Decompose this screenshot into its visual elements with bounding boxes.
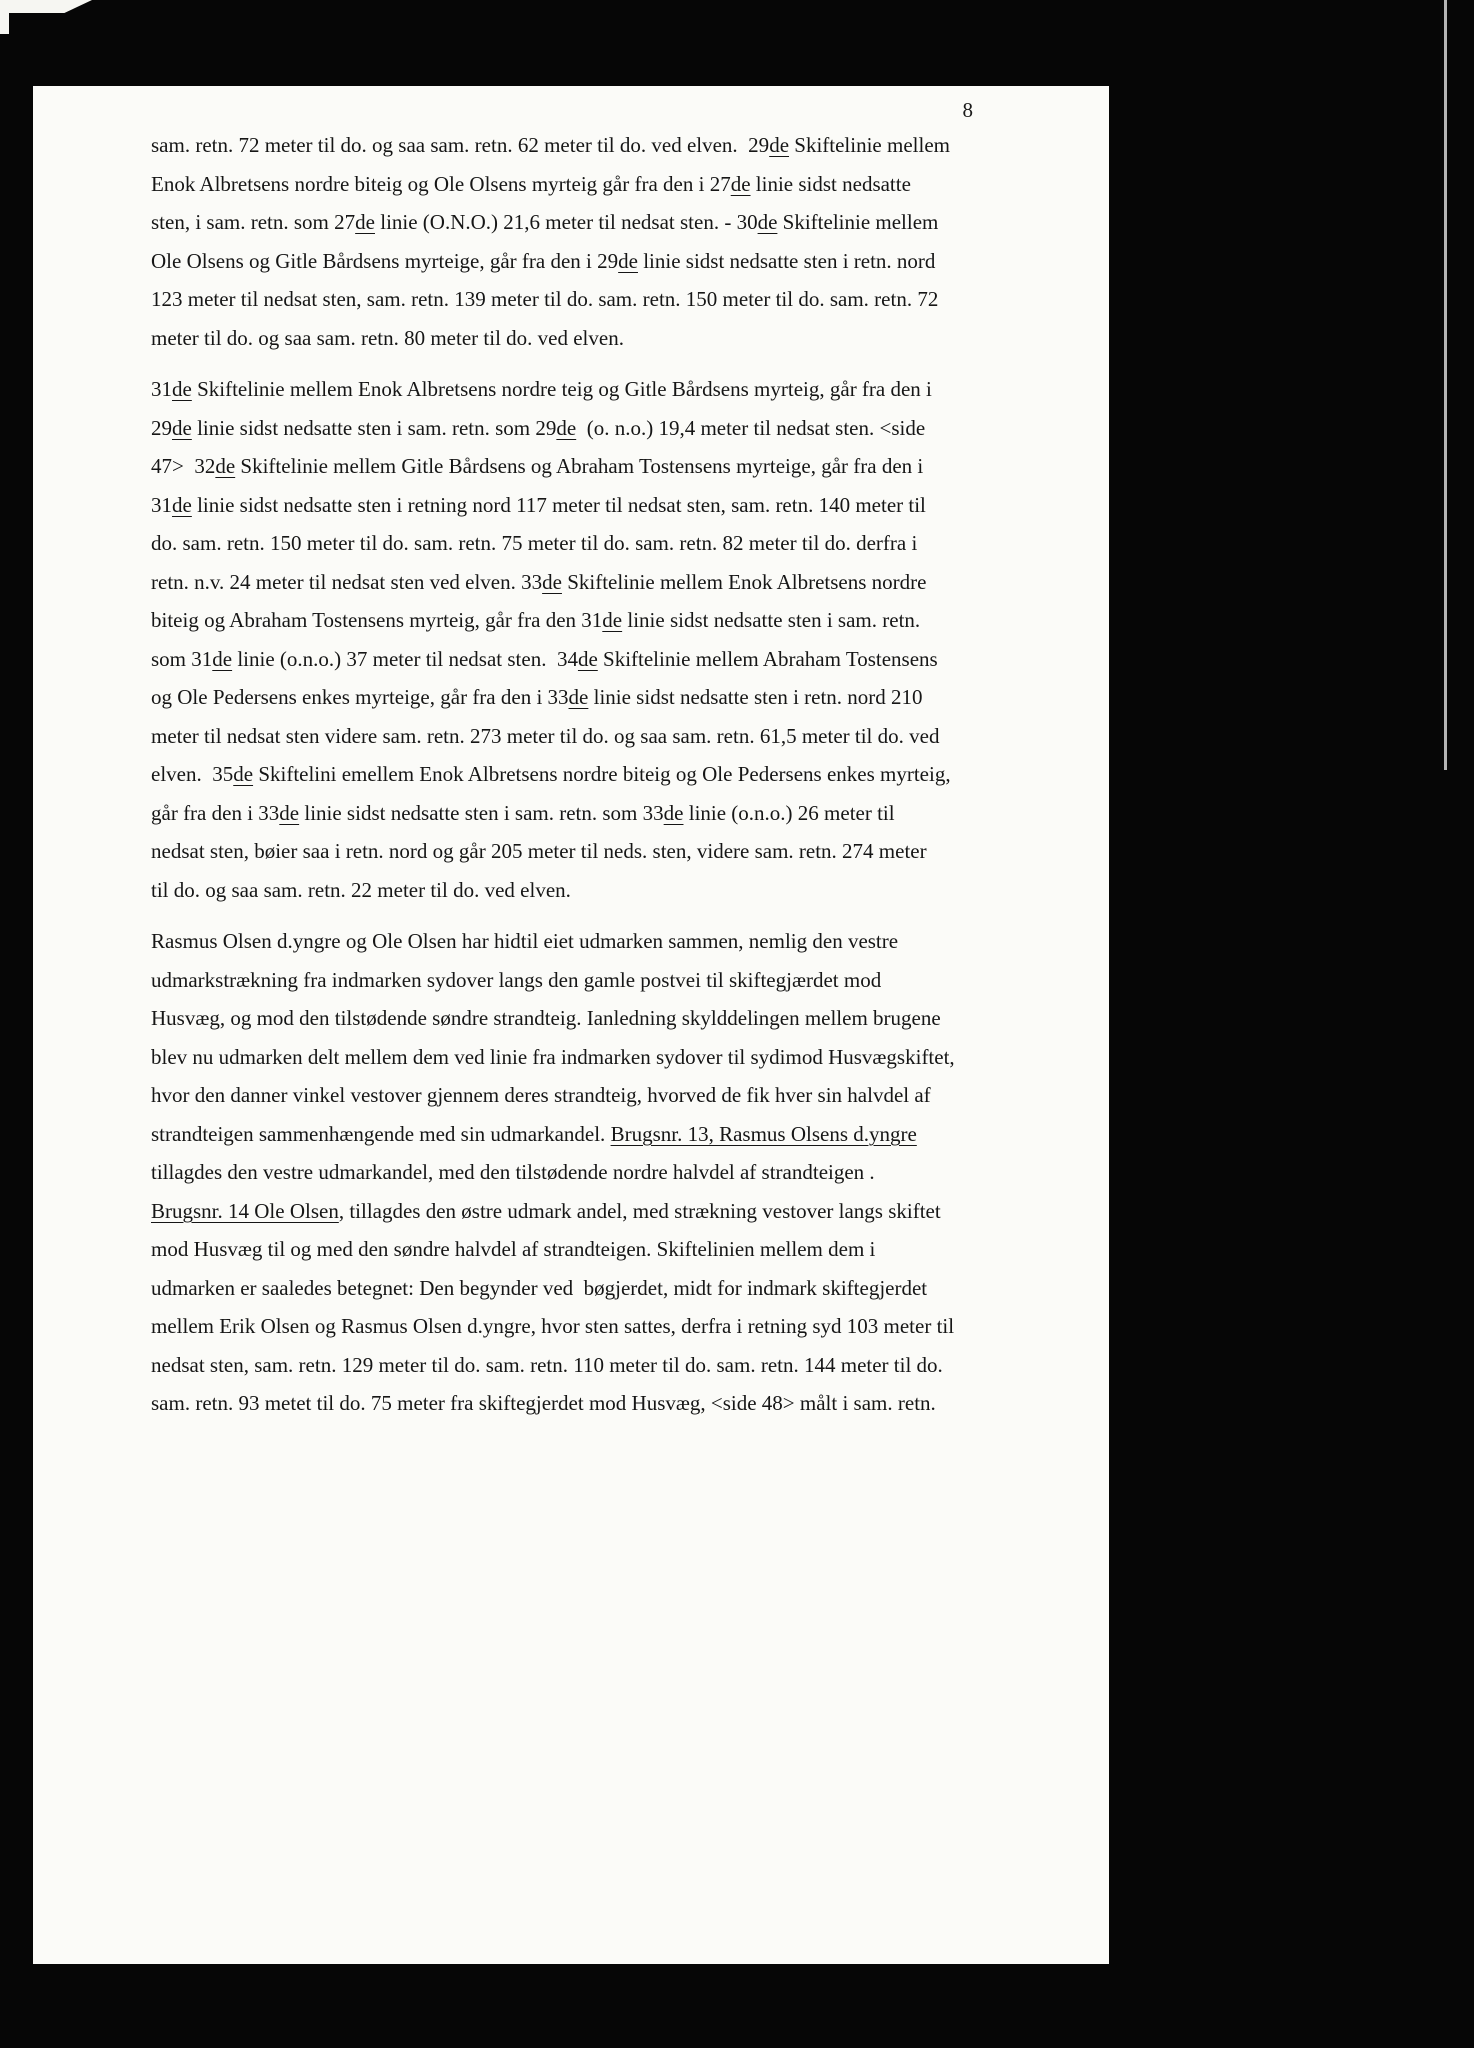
underlined-text-segment: de [769, 133, 790, 157]
text-segment: og Ole Pedersens enkes myrteige, går fra den i 33 [151, 685, 569, 709]
text-segment: strandteigen sammenhængende med sin udmarkandel. [151, 1121, 611, 1146]
document-page [33, 86, 1109, 1964]
text-segment: Enok Albretsens nordre biteig og Ole Olsens myrteig går fra den i 27 [151, 171, 731, 196]
underlined-text-segment: de [730, 171, 751, 196]
page-text [151, 126, 1079, 1423]
text-line [151, 370, 1079, 409]
underlined-text-segment: de [279, 800, 300, 825]
text-segment: tillagdes den vestre udmarkandel, med den tilstødende nordre halvdel af strandteigen . [151, 1160, 875, 1184]
text-segment: Skiftelinie mellem Enok Albretsens nordre [561, 569, 927, 594]
underlined-text-segment: de [556, 415, 577, 440]
page-number: 8 [962, 98, 973, 122]
underlined-text-segment: de [577, 646, 598, 671]
text-line [151, 126, 1079, 165]
text-line [151, 922, 1079, 961]
underlined-text-segment: de [663, 800, 684, 825]
text-line [151, 1269, 1079, 1308]
text-segment: biteig og Abraham Tostensens myrteig, går fra den 31 [151, 608, 603, 632]
text-line [151, 1346, 1079, 1385]
text-line [151, 601, 1079, 640]
text-line [151, 755, 1079, 794]
text-segment: 29 [151, 415, 172, 440]
text-segment: Skiftelini emellem Enok Albretsens nordre biteig og Ole Pedersens enkes myrteig, [253, 762, 951, 786]
text-segment: linie sidst nedsatte sten i sam. retn. som 29 [191, 415, 557, 440]
text-segment: som 31 [151, 646, 213, 671]
paragraph [151, 126, 1079, 357]
text-segment: mod Husvæg til og med den søndre halvdel af strandteigen. Skiftelinien mellem dem i [151, 1237, 876, 1261]
underlined-text-segment: de [757, 210, 778, 234]
underlined-text-segment: de [618, 248, 638, 273]
text-segment: 47> 32 [151, 454, 216, 478]
text-segment: 31 [151, 492, 172, 517]
text-segment: blev nu udmarken delt mellem dem ved linie fra indmarken sydover til sydimod Husvægskiftet, [151, 1044, 955, 1069]
text-segment: meter til nedsat sten videre sam. retn. 273 meter til do. og saa sam. retn. 61,5 meter til do. ved [151, 723, 940, 748]
scan-edge-artifact-right [1444, 0, 1447, 770]
text-segment: linie (o.n.o.) 37 meter til nedsat sten. 34 [232, 646, 578, 671]
text-segment: sten, i sam. retn. som 27 [151, 210, 356, 234]
text-segment: nedsat sten, sam. retn. 129 meter til do. sam. retn. 110 meter til do. sam. retn. 144 meter til do. [151, 1352, 943, 1377]
underlined-text-segment: Brugsnr. 14 Ole Olsen [151, 1198, 339, 1223]
text-segment: Rasmus Olsen d.yngre og Ole Olsen har hidtil eiet udmarken sammen, nemlig den vestre [151, 929, 899, 953]
text-segment: retn. n.v. 24 meter til nedsat sten ved elven. 33 [151, 569, 543, 594]
text-line [151, 678, 1079, 717]
underlined-text-segment: de [233, 762, 254, 786]
text-segment: (o. n.o.) 19,4 meter til nedsat sten. <side [576, 415, 926, 440]
text-line [151, 1038, 1079, 1077]
text-segment: elven. 35 [151, 762, 234, 786]
underlined-text-segment: de [542, 569, 562, 594]
text-line [151, 961, 1079, 1000]
text-line [151, 165, 1079, 204]
underlined-text-segment: de [212, 646, 233, 671]
text-segment: meter til do. og saa sam. retn. 80 meter til do. ved elven. [151, 325, 624, 350]
text-segment: går fra den i 33 [151, 800, 280, 825]
text-line [151, 1192, 1079, 1231]
text-segment: udmarken er saaledes betegnet: Den begynder ved bøgjerdet, midt for indmark skiftegjerdet [151, 1275, 928, 1300]
scan-edge-artifact-left [0, 0, 9, 34]
text-segment: do. sam. retn. 150 meter til do. sam. retn. 75 meter til do. sam. retn. 82 meter til do. derfra i [151, 531, 918, 555]
underlined-text-segment: de [215, 454, 236, 478]
text-line [151, 1115, 1079, 1154]
scan-edge-artifact-top-left [0, 0, 92, 13]
text-segment: linie (o.n.o.) 26 meter til [683, 800, 895, 825]
text-segment: mellem Erik Olsen og Rasmus Olsen d.yngre, hvor sten sattes, derfra i retning syd 103 meter til [151, 1314, 955, 1338]
underlined-text-segment: de [602, 608, 623, 632]
text-line [151, 280, 1079, 319]
text-segment: udmarkstrækning fra indmarken sydover langs den gamle postvei til skiftegjærdet mod [151, 967, 882, 992]
underlined-text-segment: de [355, 210, 375, 234]
underlined-text-segment: de [172, 415, 192, 440]
underlined-text-segment: Brugsnr. 13, Rasmus Olsens d.yngre [610, 1121, 917, 1146]
underlined-text-segment: de [568, 685, 589, 709]
text-segment: linie sidst nedsatte sten i retning nord 117 meter til nedsat sten, sam. retn. 140 meter til [191, 492, 926, 517]
underlined-text-segment: de [172, 492, 192, 517]
text-line [151, 1076, 1079, 1115]
text-segment: hvor den danner vinkel vestover gjennem deres strandteig, hvorved de fik hver sin halvdel af [151, 1083, 931, 1107]
text-segment: sam. retn. 93 metet til do. 75 meter fra skiftegjerdet mod Husvæg, <side 48> målt i sam. retn. [151, 1391, 936, 1415]
text-line [151, 242, 1079, 281]
text-segment: nedsat sten, bøier saa i retn. nord og går 205 meter til neds. sten, videre sam. retn. 274 meter [151, 839, 927, 863]
text-segment: Skiftelinie mellem Enok Albretsens nordre teig og Gitle Bårdsens myrteig, går fra den i [191, 377, 932, 401]
text-segment: Skiftelinie mellem [777, 210, 939, 234]
text-line [151, 1153, 1079, 1192]
text-line [151, 832, 1079, 871]
text-segment: , tillagdes den østre udmark andel, med strækning vestover langs skiftet [338, 1198, 941, 1223]
text-segment: linie sidst nedsatte sten i retn. nord [637, 248, 936, 273]
underlined-text-segment: de [172, 377, 192, 401]
text-line [151, 871, 1079, 910]
text-segment: linie sidst nedsatte [750, 171, 911, 196]
text-line [151, 563, 1079, 602]
paragraph [151, 370, 1079, 909]
text-segment: Ole Olsens og Gitle Bårdsens myrteige, går fra den i 29 [151, 248, 619, 273]
text-line [151, 794, 1079, 833]
text-segment: linie sidst nedsatte sten i sam. retn. [622, 608, 921, 632]
text-line [151, 1384, 1079, 1423]
text-segment: linie sidst nedsatte sten i retn. nord 210 [588, 685, 923, 709]
text-line [151, 409, 1079, 448]
text-segment: Husvæg, og mod den tilstødende søndre strandteig. Ianledning skylddelingen mellem brugene [151, 1006, 941, 1030]
text-segment: Skiftelinie mellem Gitle Bårdsens og Abraham Tostensens myrteige, går fra den i [235, 454, 924, 478]
text-segment: 123 meter til nedsat sten, sam. retn. 139 meter til do. sam. retn. 150 meter til do. sam. retn. 72 [151, 287, 939, 311]
text-segment: linie (O.N.O.) 21,6 meter til nedsat sten. - 30 [374, 210, 758, 234]
text-line [151, 999, 1079, 1038]
text-line [151, 1230, 1079, 1269]
text-line [151, 447, 1079, 486]
text-segment: Skiftelinie mellem [789, 133, 950, 157]
text-line [151, 319, 1079, 358]
text-segment: Skiftelinie mellem Abraham Tostensens [597, 646, 938, 671]
text-segment: linie sidst nedsatte sten i sam. retn. som 33 [299, 800, 664, 825]
text-line [151, 524, 1079, 563]
text-segment: 31 [151, 377, 172, 401]
paragraph [151, 922, 1079, 1423]
text-segment: til do. og saa sam. retn. 22 meter til do. ved elven. [151, 877, 571, 902]
text-line [151, 1307, 1079, 1346]
text-line [151, 717, 1079, 756]
text-segment: sam. retn. 72 meter til do. og saa sam. retn. 62 meter til do. ved elven. 29 [151, 133, 770, 157]
text-line [151, 203, 1079, 242]
text-line [151, 640, 1079, 679]
text-line [151, 486, 1079, 525]
